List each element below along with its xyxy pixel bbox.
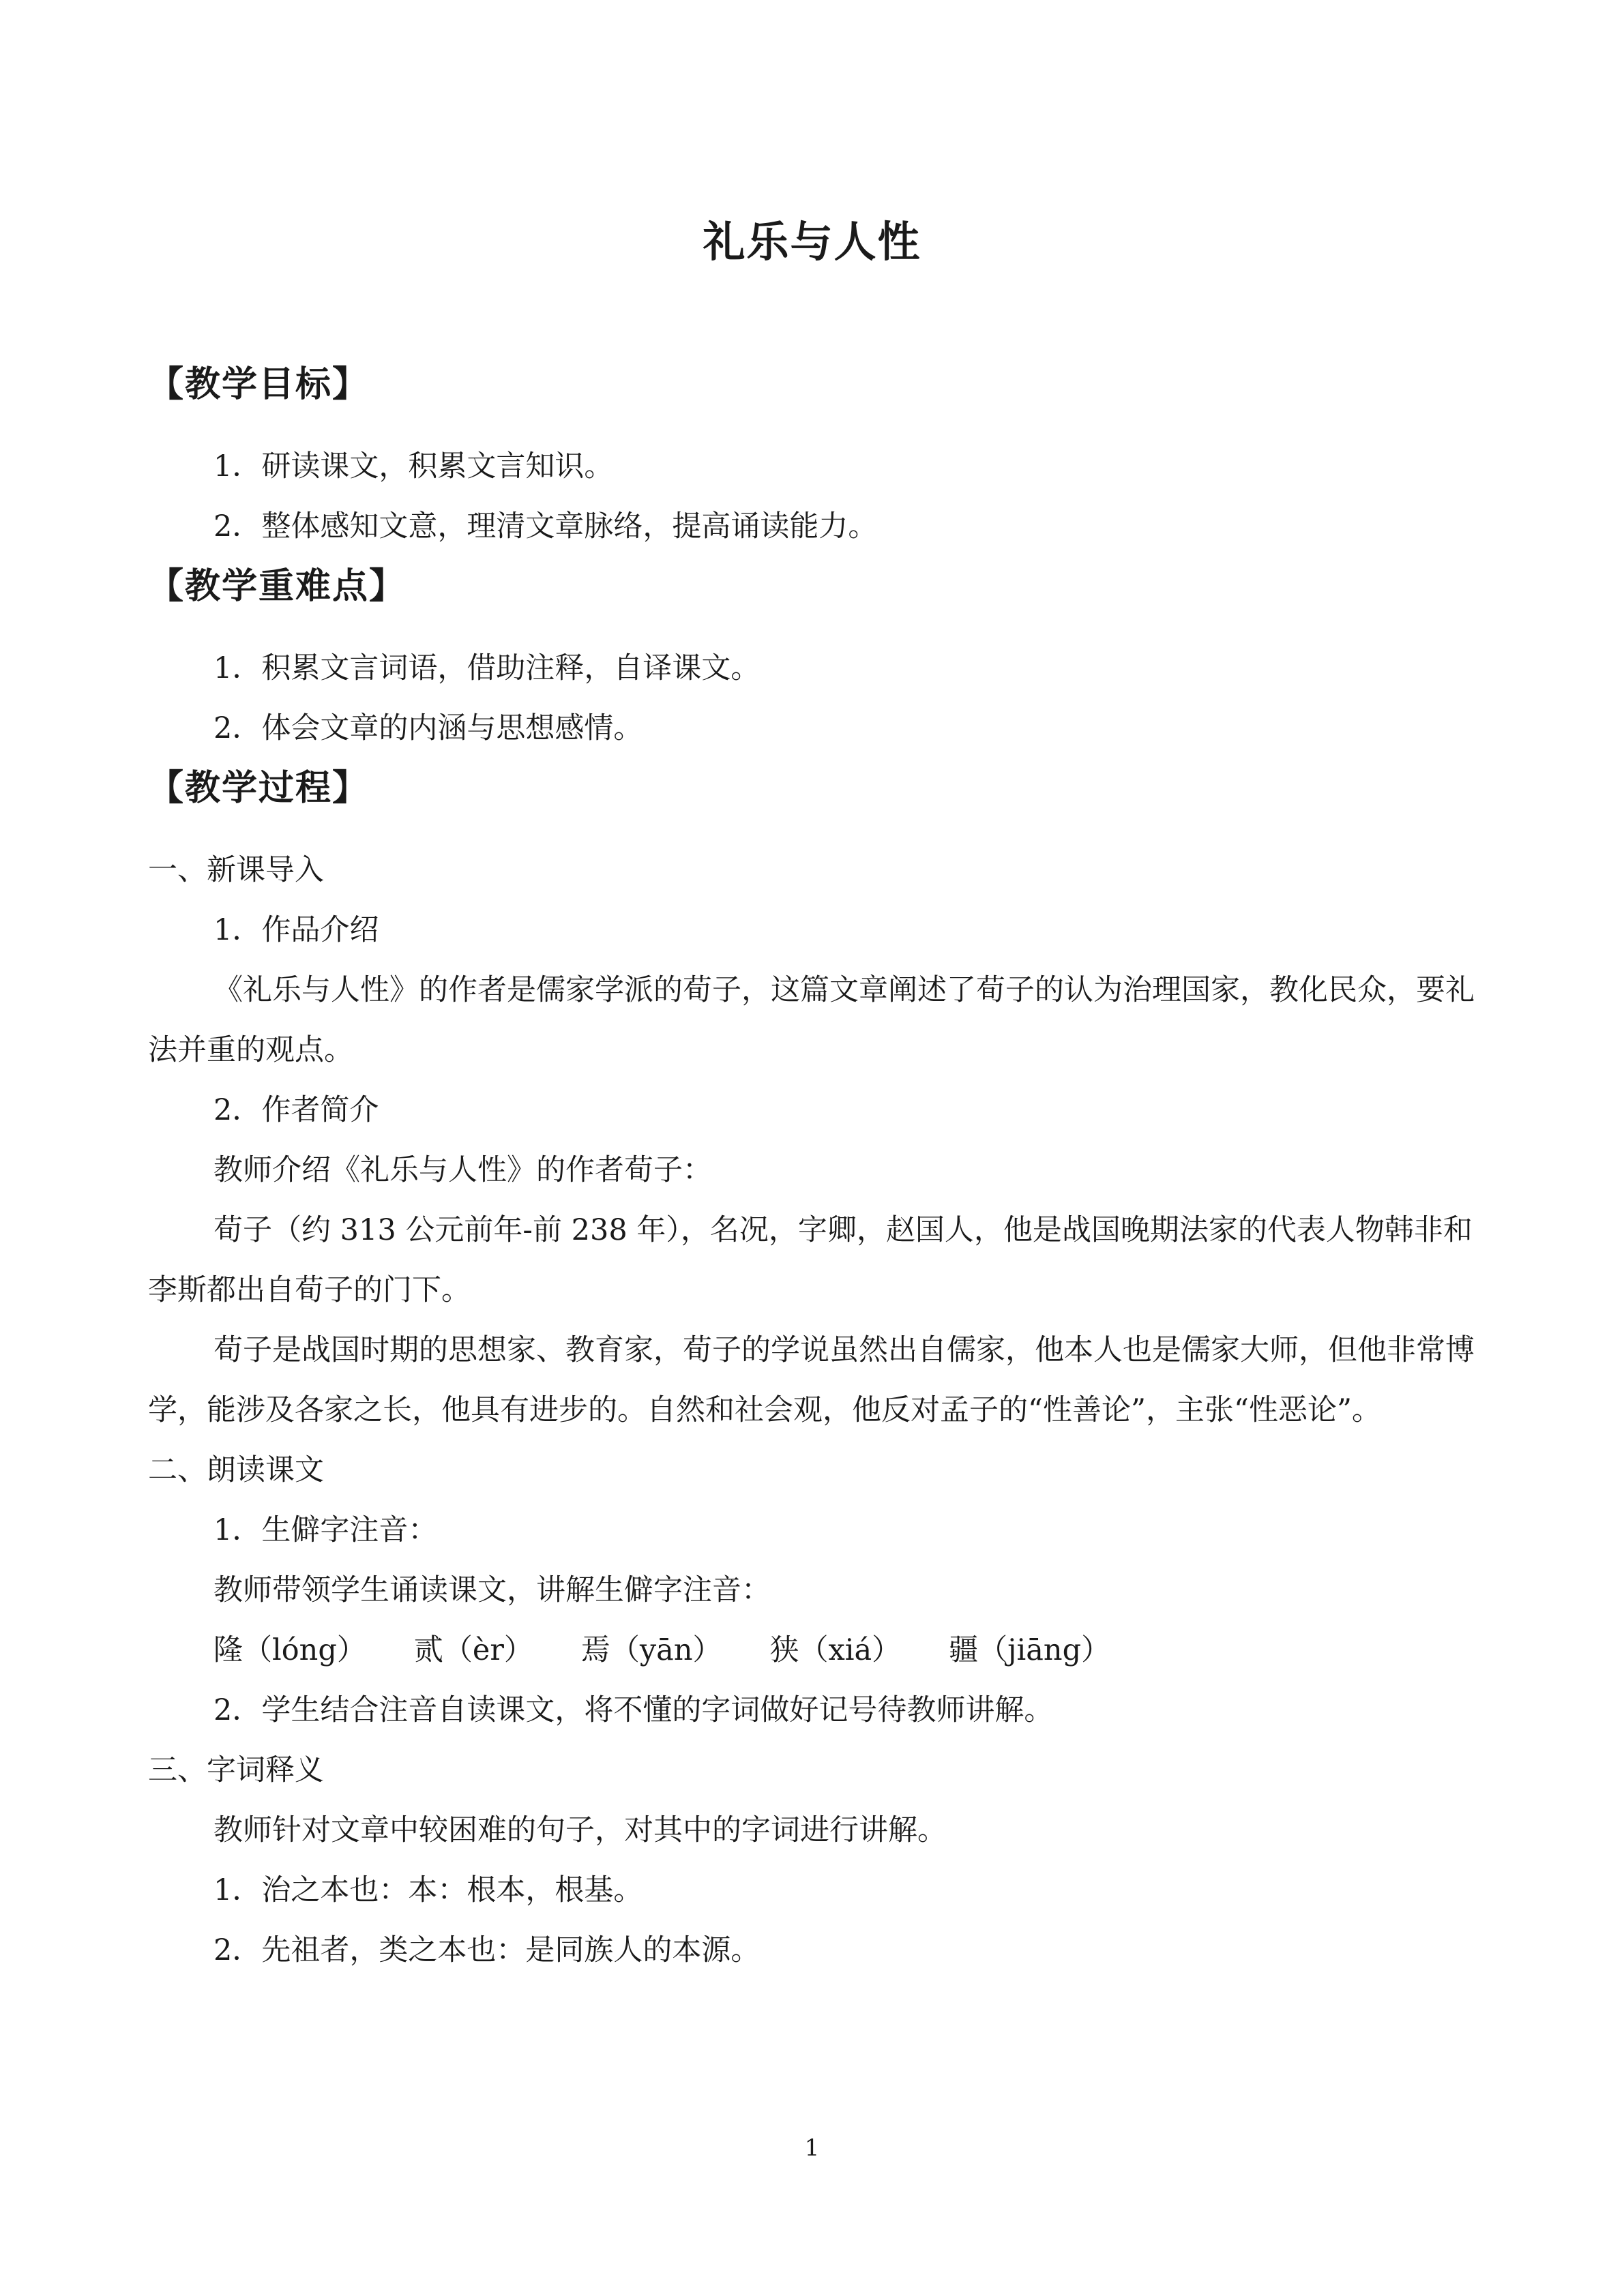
definition-item: 2．先祖者，类之本也：是同族人的本源。	[213, 1933, 761, 1967]
part-title: 三、字词释义	[148, 1753, 324, 1787]
heading-key-points: 【教学重难点】	[148, 566, 407, 607]
objective-item: 2．整体感知文意，理清文章脉络，提高诵读能力。	[213, 509, 878, 543]
pinyin-list	[148, 1620, 1478, 1680]
paragraph: 教师针对文章中较困难的句子，对其中的字词进行讲解。	[213, 1813, 947, 1847]
pinyin-item: 狭（xiá）	[769, 1633, 902, 1667]
objective-item: 1．研读课文，积累文言知识。	[213, 449, 614, 483]
heading-objectives: 【教学目标】	[148, 364, 370, 405]
sub-heading: 2．作者简介	[213, 1093, 379, 1127]
sub-heading: 1．生僻字注音：	[213, 1513, 438, 1547]
pinyin-item: 焉（yān）	[580, 1633, 722, 1667]
paragraph: 教师介绍《礼乐与人性》的作者荀子：	[213, 1153, 712, 1187]
pinyin-item: 贰（èr）	[413, 1633, 533, 1667]
page-number: 1	[804, 2134, 820, 2162]
paragraph: 《礼乐与人性》的作者是儒家学派的荀子，这篇文章阐述了荀子的认为治理国家，教化民众，要礼法并重的观点。	[148, 973, 1475, 1067]
sub-heading: 1．作品介绍	[213, 913, 379, 947]
part-title: 二、朗读课文	[148, 1453, 324, 1487]
document-body	[148, 355, 1478, 1980]
pinyin-item: 隆（lóng）	[213, 1633, 366, 1667]
paragraph: 荀子（约 313 公元前年-前 238 年），名况，字卿，赵国人，他是战国晚期法家的代表人物韩非和李斯都出自荀子的门下。	[148, 1213, 1473, 1307]
heading-process: 【教学过程】	[148, 768, 370, 809]
pinyin-item: 疆（jiāng）	[949, 1633, 1111, 1667]
definition-item: 1．治之本也：本：根本，根基。	[213, 1873, 643, 1907]
key-point-item: 1．积累文言词语，借助注释，自译课文。	[213, 651, 761, 685]
paragraph: 荀子是战国时期的思想家、教育家，荀子的学说虽然出自儒家，他本人也是儒家大师，但他非常博学，能涉及各家之长，他具有进步的。自然和社会观，他反对孟子的“性善论”，主张“性恶论”。	[148, 1333, 1475, 1427]
document-title: 礼乐与人性	[703, 217, 921, 267]
paragraph: 教师带领学生诵读课文，讲解生僻字注音：	[213, 1573, 771, 1607]
sub-heading: 2．学生结合注音自读课文，将不懂的字词做好记号待教师讲解。	[213, 1693, 1054, 1727]
key-point-item: 2．体会文章的内涵与思想感情。	[213, 711, 643, 745]
part-title: 一、新课导入	[148, 853, 324, 887]
